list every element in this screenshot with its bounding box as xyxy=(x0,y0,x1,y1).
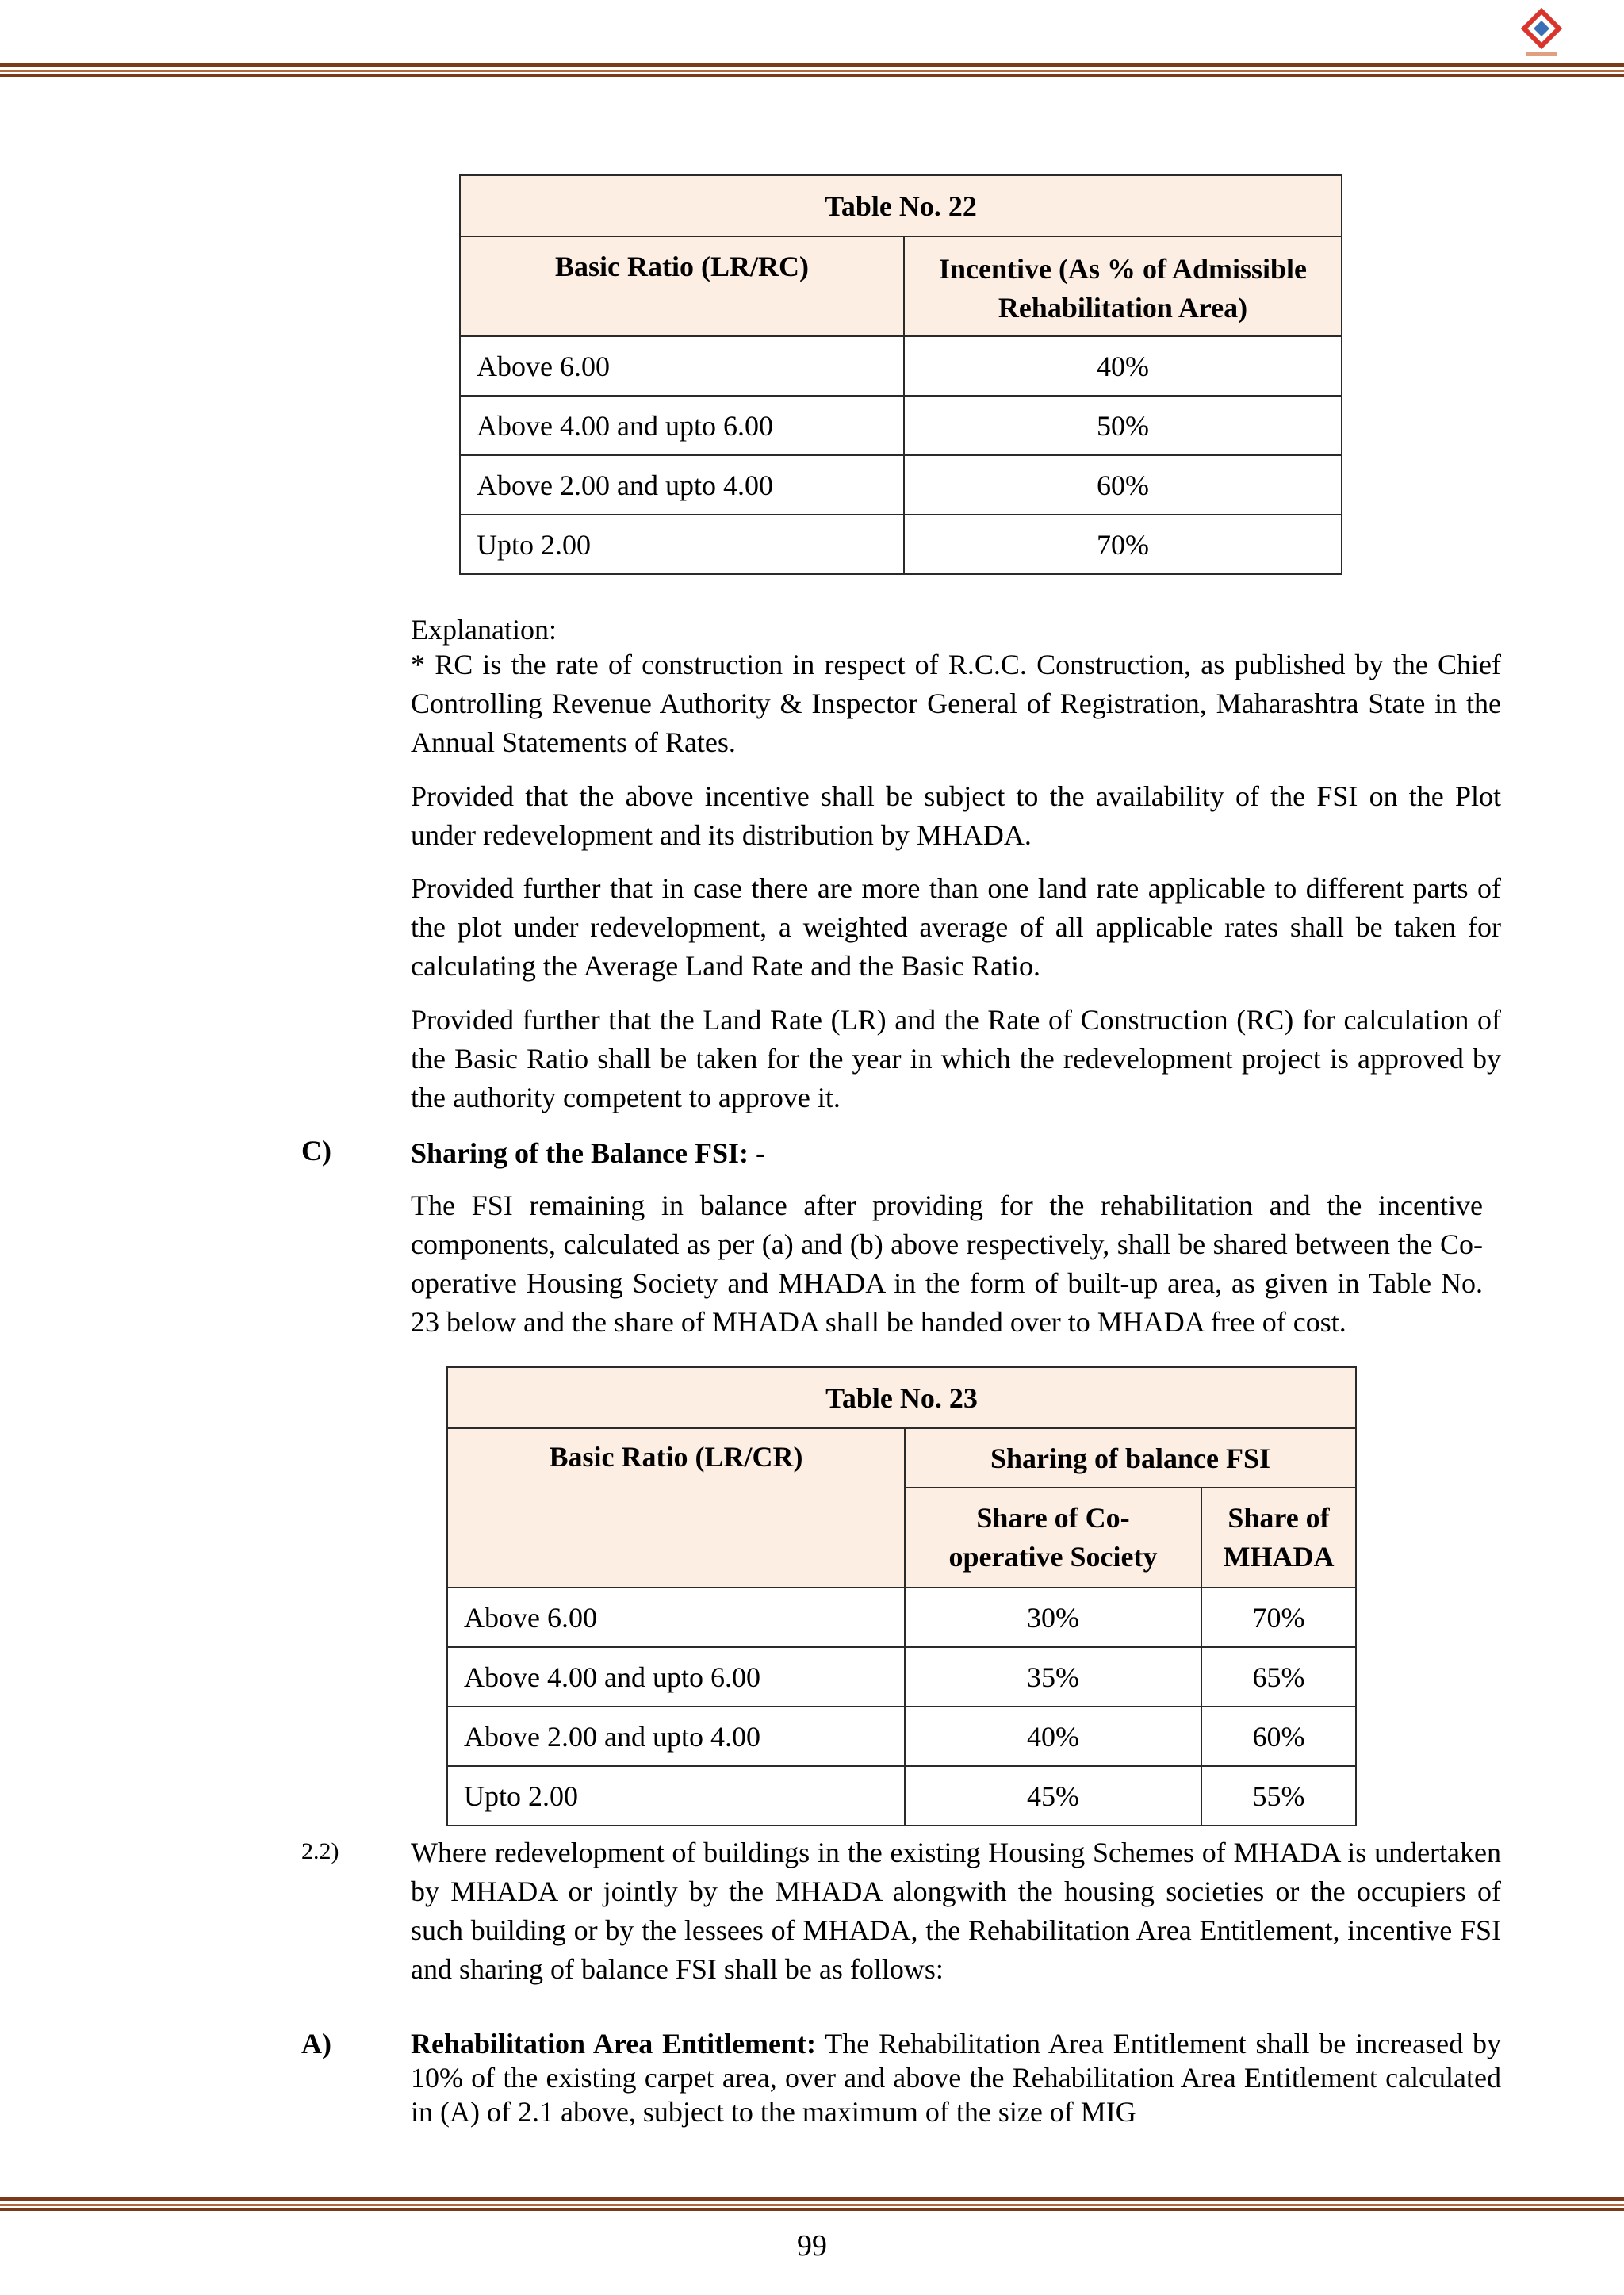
table-row: Above 4.00 and upto 6.00 35% 65% xyxy=(447,1647,1356,1707)
table-22-title: Table No. 22 xyxy=(460,175,1342,236)
section-text: The Rehabilitation Area Entitlement shall be increased by 10% of the existing carpet area, over and above the Rehabilitation Area Entitlement calculated in (A) of 2.1 above, subject to the maximum of the size of MIG xyxy=(411,2028,1501,2128)
table-row: Above 6.00 40% xyxy=(460,336,1342,396)
table-22-col-ratio: Basic Ratio (LR/RC) xyxy=(460,236,904,336)
logo-icon xyxy=(1518,8,1565,60)
section-paragraph xyxy=(411,2027,1501,2129)
table-row: Above 6.00 30% 70% xyxy=(447,1588,1356,1647)
section-label: 2.2) xyxy=(301,1838,339,1864)
table-row: Above 2.00 and upto 4.00 40% 60% xyxy=(447,1707,1356,1766)
table-23-col-society: Share of Co-operative Society xyxy=(905,1488,1201,1588)
table-22 xyxy=(459,174,1342,575)
table-row: Above 2.00 and upto 4.00 60% xyxy=(460,455,1342,515)
table-row: Upto 2.00 70% xyxy=(460,515,1342,574)
explanation-heading: Explanation: xyxy=(411,614,557,646)
table-23 xyxy=(446,1366,1357,1826)
table-23-col-mhada: Share of MHADA xyxy=(1201,1488,1356,1588)
footer-rule xyxy=(0,2197,1624,2212)
table-22-col-incentive: Incentive (As % of Admissible Rehabilitation Area) xyxy=(904,236,1342,336)
proviso-paragraph: Provided further that the Land Rate (LR) and the Rate of Construction (RC) for calculation of the Basic Ratio shall be taken for the year in which the redevelopment project is approved by the authority competent to approve it. xyxy=(411,1004,1501,1113)
table-23-col-group: Sharing of balance FSI xyxy=(905,1428,1356,1488)
section-heading: Sharing of the Balance FSI: - xyxy=(411,1137,766,1169)
table-23-title: Table No. 23 xyxy=(447,1367,1356,1428)
table-23-col-ratio: Basic Ratio (LR/CR) xyxy=(447,1428,905,1588)
table-row: Above 4.00 and upto 6.00 50% xyxy=(460,396,1342,455)
section-heading: Rehabilitation Area Entitlement: xyxy=(411,2028,817,2059)
proviso-paragraph: Provided that the above incentive shall be subject to the availability of the FSI on the Plot under redevelopment and its distribution by MHADA. xyxy=(411,780,1501,851)
table-row: Upto 2.00 45% 55% xyxy=(447,1766,1356,1826)
section-label: A) xyxy=(301,2028,331,2059)
explanation-paragraph: * RC is the rate of construction in respect of R.C.C. Construction, as published by the Chief Controlling Revenue Authority & Inspector General of Registration, Maharashtra State in the Annual Statements of Rates. xyxy=(411,649,1501,758)
section-paragraph: The FSI remaining in balance after providing for the rehabilitation and the incentive components, calculated as per (a) and (b) above respectively, shall be shared between the Co-operative Housing Society and MHADA in the form of built-up area, as given in Table No. 23 below and the share of MHADA shall be handed over to MHADA free of cost. xyxy=(411,1190,1483,1338)
section-label: C) xyxy=(301,1135,331,1167)
section-paragraph: Where redevelopment of buildings in the existing Housing Schemes of MHADA is undertaken by MHADA or jointly by the MHADA alongwith the housing societies or the occupiers of such building or by the lessees of MHADA, the Rehabilitation Area Entitlement, incentive FSI and sharing of balance FSI shall be as follows: xyxy=(411,1837,1501,1985)
proviso-paragraph: Provided further that in case there are more than one land rate applicable to different parts of the plot under redevelopment, a weighted average of all applicable rates shall be taken for calculating the Average Land Rate and the Basic Ratio. xyxy=(411,872,1501,982)
header-rule xyxy=(0,63,1624,78)
page-number: 99 xyxy=(797,2229,827,2262)
